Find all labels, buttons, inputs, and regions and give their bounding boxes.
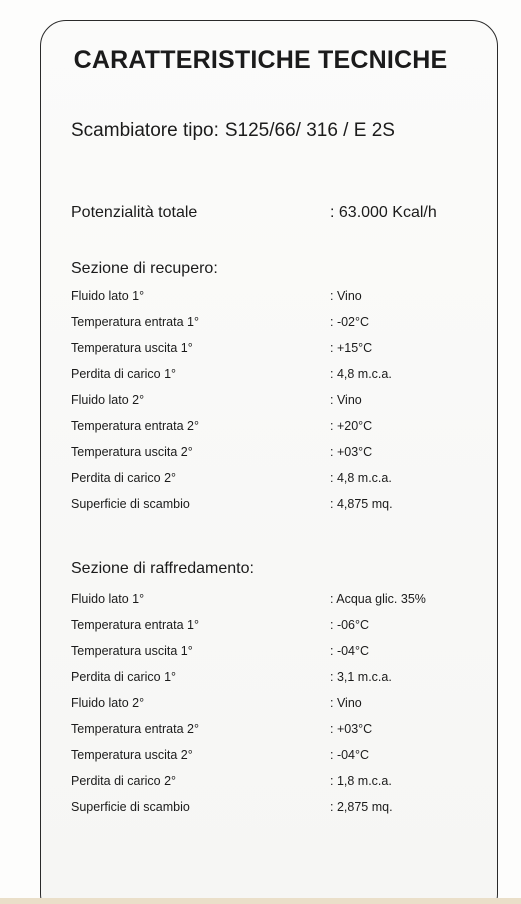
total-power-label: Potenzialità totale xyxy=(71,204,198,221)
row-label: Perdita di carico 1° xyxy=(71,670,177,684)
row-value: : 4,8 m.c.a. xyxy=(330,367,392,381)
row-label: Fluido lato 2° xyxy=(71,696,145,710)
row-value: : Acqua glic. 35% xyxy=(330,592,426,606)
row-value: : +03°C xyxy=(330,445,373,459)
recovery-row xyxy=(71,393,471,413)
cooling-row xyxy=(71,774,471,794)
row-value: : -06°C xyxy=(330,618,370,632)
row-label: Fluido lato 2° xyxy=(71,393,145,407)
row-label: Temperatura entrata 1° xyxy=(71,618,199,632)
row-value: : 3,1 m.c.a. xyxy=(330,670,392,684)
row-label: Superficie di scambio xyxy=(71,800,190,814)
row-value: : Vino xyxy=(330,696,362,710)
cooling-row xyxy=(71,800,471,820)
recovery-row xyxy=(71,341,471,361)
row-label: Temperatura entrata 1° xyxy=(71,315,199,329)
page-title: CARATTERISTICHE TECNICHE xyxy=(73,46,448,74)
row-label: Temperatura uscita 1° xyxy=(71,341,193,355)
cooling-row xyxy=(71,670,471,690)
cooling-row xyxy=(71,618,471,638)
cooling-row xyxy=(71,644,471,664)
row-value: : 4,875 mq. xyxy=(330,497,393,511)
recovery-row xyxy=(71,445,471,465)
exchanger-type-label: Scambiatore tipo: xyxy=(71,120,219,141)
row-label: Fluido lato 1° xyxy=(71,289,145,303)
cooling-row xyxy=(71,722,471,742)
row-label: Temperatura entrata 2° xyxy=(71,419,199,433)
row-value: : +20°C xyxy=(330,419,373,433)
recovery-row xyxy=(71,419,471,439)
row-label: Temperatura uscita 2° xyxy=(71,748,193,762)
recovery-row xyxy=(71,367,471,387)
cooling-row xyxy=(71,748,471,768)
exchanger-type-line xyxy=(71,120,395,142)
recovery-row xyxy=(71,471,471,491)
row-label: Temperatura uscita 1° xyxy=(71,644,193,658)
row-value: : -04°C xyxy=(330,748,370,762)
row-label: Temperatura entrata 2° xyxy=(71,722,199,736)
row-value: : +15°C xyxy=(330,341,373,355)
row-label: Perdita di carico 2° xyxy=(71,774,177,788)
row-label: Perdita di carico 2° xyxy=(71,471,177,485)
row-value: : -04°C xyxy=(330,644,370,658)
row-value: : 4,8 m.c.a. xyxy=(330,471,392,485)
recovery-row xyxy=(71,497,471,517)
row-value: : Vino xyxy=(330,289,362,303)
recovery-row xyxy=(71,289,471,309)
row-value: : Vino xyxy=(330,393,362,407)
row-label: Temperatura uscita 2° xyxy=(71,445,193,459)
exchanger-type-value: S125/66/ 316 / E 2S xyxy=(224,120,395,141)
row-value: : -02°C xyxy=(330,315,370,329)
row-label: Fluido lato 1° xyxy=(71,592,145,606)
row-value: : +03°C xyxy=(330,722,373,736)
row-label: Superficie di scambio xyxy=(71,497,190,511)
cooling-row xyxy=(71,592,471,612)
row-value: : 1,8 m.c.a. xyxy=(330,774,392,788)
row-label: Perdita di carico 1° xyxy=(71,367,177,381)
cooling-row xyxy=(71,696,471,716)
recovery-row xyxy=(71,315,471,335)
cooling-section-title: Sezione di raffredamento: xyxy=(71,560,254,577)
total-power-value: : 63.000 Kcal/h xyxy=(330,204,437,221)
recovery-section-title: Sezione di recupero: xyxy=(71,260,218,277)
row-value: : 2,875 mq. xyxy=(330,800,393,814)
bottom-edge-strip xyxy=(0,898,521,904)
